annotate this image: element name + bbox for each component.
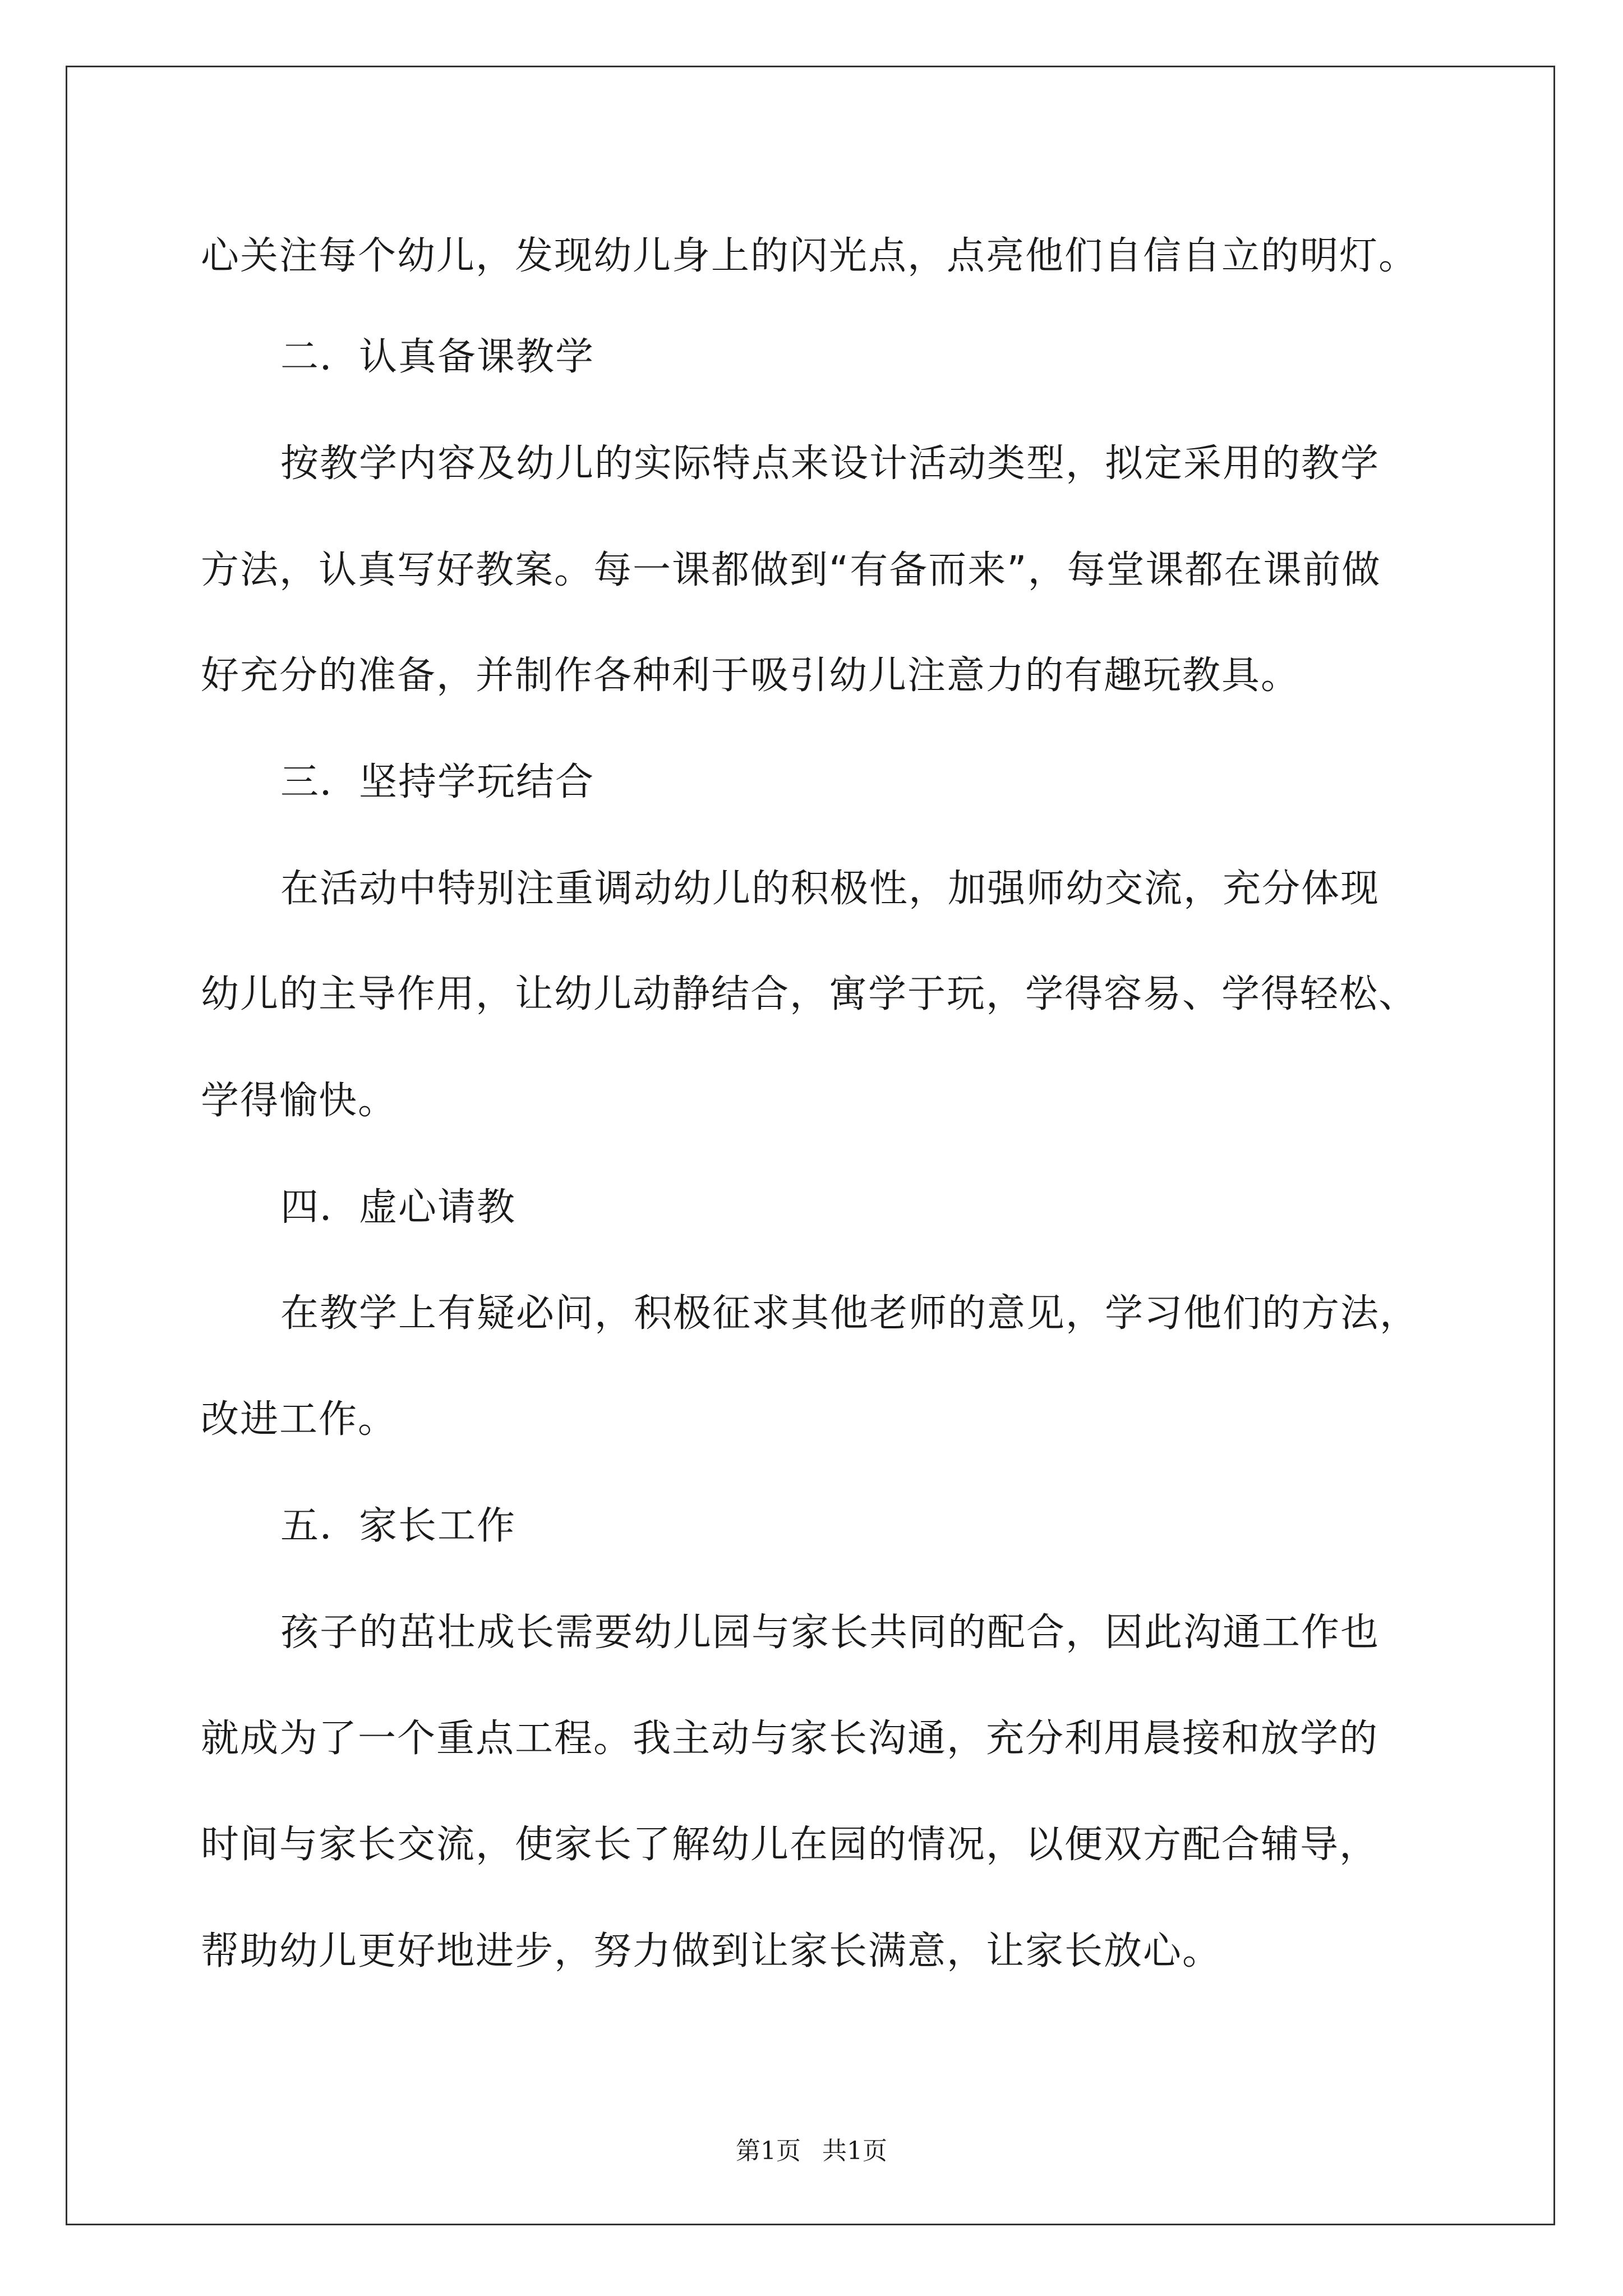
paragraph-line: 就成为了一个重点工程。我主动与家长沟通，充分利用晨接和放学的 [201, 1717, 1379, 1761]
paragraph-line: 按教学内容及幼儿的实际特点来设计活动类型，拟定采用的教学 [280, 441, 1380, 486]
paragraph-line: 幼儿的主导作用，让幼儿动静结合，寓学于玩，学得容易、学得轻松、 [201, 972, 1418, 1016]
paragraph-line: 孩子的茁壮成长需要幼儿园与家长共同的配合，因此沟通工作也 [280, 1611, 1380, 1655]
paragraph-line: 心关注每个幼儿，发现幼儿身上的闪光点，点亮他们自信自立的明灯。 [201, 234, 1418, 278]
page-footer [0, 2134, 1623, 2168]
page-total: 共1页 [822, 2137, 887, 2165]
paragraph-line: 方法，认真写好教案。每一课都做到“有备而来”，每堂课都在课前做 [201, 548, 1381, 592]
paragraph-line: 在活动中特别注重调动幼儿的积极性，加强师幼交流，充分体现 [280, 867, 1380, 911]
paragraph-line: 学得愉快。 [201, 1079, 398, 1123]
paragraph-line: 好充分的准备，并制作各种利于吸引幼儿注意力的有趣玩教具。 [201, 654, 1301, 698]
section-heading: 四．虚心请教 [280, 1185, 517, 1230]
page-border [66, 66, 1555, 2225]
section-heading: 三．坚持学玩结合 [280, 760, 595, 804]
paragraph-line: 改进工作。 [201, 1397, 398, 1442]
page-number: 第1页 [736, 2137, 801, 2165]
paragraph-line: 在教学上有疑必问，积极征求其他老师的意见，学习他们的方法， [280, 1291, 1419, 1336]
section-heading: 二．认真备课教学 [280, 335, 595, 379]
section-heading: 五．家长工作 [280, 1504, 517, 1548]
paragraph-line: 时间与家长交流，使家长了解幼儿在园的情况，以便双方配合辅导， [201, 1823, 1379, 1867]
paragraph-line: 帮助幼儿更好地进步，努力做到让家长满意，让家长放心。 [201, 1929, 1222, 1973]
